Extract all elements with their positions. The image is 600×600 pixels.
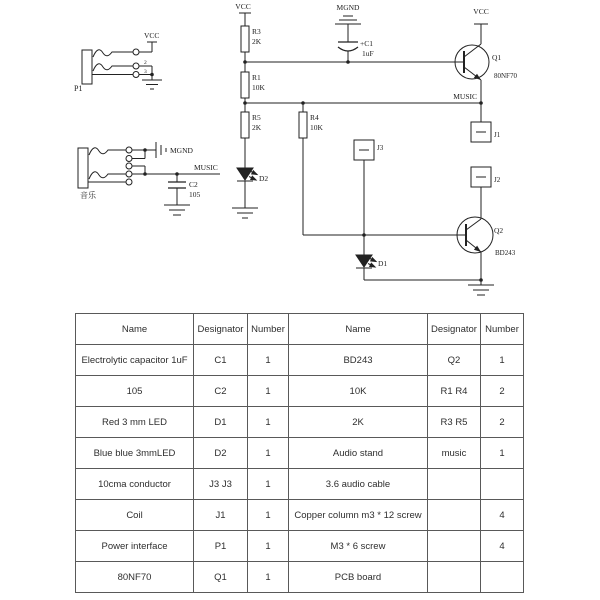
bom-cell	[481, 469, 524, 500]
bom-cell: music	[428, 438, 481, 469]
bom-cell	[481, 562, 524, 593]
bom-cell: 2	[481, 407, 524, 438]
bom-cell: Q1	[194, 562, 248, 593]
bom-header-number-right: Number	[481, 314, 524, 345]
p1-pin2-label: 2	[144, 60, 147, 66]
mgnd-label-jack: MGND	[170, 146, 193, 155]
bom-cell: Electrolytic capacitor 1uF	[76, 345, 194, 376]
r1-value-label: 10K	[252, 83, 265, 92]
vcc-label-main: VCC	[235, 2, 251, 11]
r3-value-label: 2K	[252, 37, 262, 46]
bom-header-number-left: Number	[248, 314, 289, 345]
bom-cell: 2	[481, 376, 524, 407]
table-row	[76, 407, 524, 438]
bom-cell: Blue blue 3mmLED	[76, 438, 194, 469]
capacitor-c1	[338, 42, 358, 51]
d1-ref-label: D1	[378, 259, 388, 268]
bom-cell: 10K	[289, 376, 428, 407]
bom-cell: P1	[194, 531, 248, 562]
j2-ref-label: J2	[494, 176, 501, 184]
c2-value-label: 105	[189, 190, 201, 199]
bom-cell: Q2	[428, 345, 481, 376]
bom-cell: 2K	[289, 407, 428, 438]
bom-table	[75, 313, 524, 593]
table-row	[76, 376, 524, 407]
music-net-label: MUSIC	[453, 92, 477, 101]
p1-ref-label: P1	[74, 84, 83, 93]
connector-j2	[471, 167, 491, 187]
bom-cell: Audio stand	[289, 438, 428, 469]
bom-cell: 1	[248, 438, 289, 469]
r5-ref-label: R5	[252, 113, 261, 122]
bom-cell: Red 3 mm LED	[76, 407, 194, 438]
bom-cell: J1	[194, 500, 248, 531]
mgnd-symbol-jack	[156, 142, 166, 158]
bom-header-name-left: Name	[76, 314, 194, 345]
bom-cell: Coil	[76, 500, 194, 531]
bom-cell: 1	[248, 407, 289, 438]
bom-cell: D2	[194, 438, 248, 469]
p1-pin3-label: 3	[144, 69, 147, 75]
r5-value-label: 2K	[252, 123, 262, 132]
bom-cell: 80NF70	[76, 562, 194, 593]
resistor-r1	[241, 72, 249, 98]
led-d1	[356, 255, 376, 268]
bom-header-designator-left: Designator	[194, 314, 248, 345]
table-row	[76, 531, 524, 562]
bom-cell: C2	[194, 376, 248, 407]
bom-cell: Power interface	[76, 531, 194, 562]
bom-cell: PCB board	[289, 562, 428, 593]
q1-part-label: 80NF70	[494, 72, 517, 80]
capacitor-c2	[168, 182, 186, 188]
table-row	[76, 500, 524, 531]
table-row	[76, 345, 524, 376]
j3-ref-label: J3	[377, 144, 384, 152]
vcc-label-q1: VCC	[473, 7, 489, 16]
connector-j3	[354, 140, 374, 160]
bom-cell	[428, 500, 481, 531]
ground-symbol-c2	[164, 205, 190, 215]
bom-cell	[428, 469, 481, 500]
bom-cell: R1 R4	[428, 376, 481, 407]
ground-symbol-q2	[468, 285, 494, 295]
led-d2	[237, 168, 257, 181]
resistor-r3	[241, 26, 249, 52]
r3-ref-label: R3	[252, 27, 261, 36]
c2-ref-label: C2	[189, 180, 198, 189]
bom-cell: R3 R5	[428, 407, 481, 438]
c1-ref-label: +C1	[360, 39, 373, 48]
bom-cell: BD243	[289, 345, 428, 376]
bom-header-name-right: Name	[289, 314, 428, 345]
bom-cell: 3.6 audio cable	[289, 469, 428, 500]
resistor-r5	[241, 112, 249, 138]
table-row	[76, 438, 524, 469]
bom-cell: 1	[248, 562, 289, 593]
bom-header-row	[76, 314, 524, 345]
bom-cell: 1	[248, 345, 289, 376]
bom-cell: C1	[194, 345, 248, 376]
bom-cell: 1	[248, 469, 289, 500]
bom-cell: 105	[76, 376, 194, 407]
table-row	[76, 562, 524, 593]
vcc-label-p1: VCC	[144, 31, 160, 40]
wires	[88, 13, 488, 285]
bom-cell: 1	[248, 376, 289, 407]
bom-cell: D1	[194, 407, 248, 438]
bom-cell: 4	[481, 531, 524, 562]
c1-value-label: 1uF	[362, 49, 374, 58]
ground-symbol-p1	[142, 80, 162, 89]
r4-ref-label: R4	[310, 113, 319, 122]
bom-header-designator-right: Designator	[428, 314, 481, 345]
q2-part-label: BD243	[495, 249, 516, 257]
audio-jack-label: 音乐	[80, 191, 96, 200]
bom-cell: M3 * 6 screw	[289, 531, 428, 562]
mgnd-label-c1: MGND	[336, 3, 360, 12]
table-row	[76, 469, 524, 500]
resistor-r4	[299, 112, 307, 138]
d2-ref-label: D2	[259, 174, 269, 183]
bom-cell: 10cma conductor	[76, 469, 194, 500]
r1-ref-label: R1	[252, 73, 261, 82]
mgnd-symbol-c1	[335, 16, 361, 24]
bom-cell: J3 J3	[194, 469, 248, 500]
bom-cell: Copper column m3 * 12 screw	[289, 500, 428, 531]
bom-cell: 1	[248, 531, 289, 562]
music-label-jack: MUSIC	[194, 163, 218, 172]
connector-j1	[471, 122, 491, 142]
q2-ref-label: Q2	[494, 226, 504, 235]
bom-cell: 4	[481, 500, 524, 531]
q1-ref-label: Q1	[492, 53, 502, 62]
bom-cell: 1	[248, 500, 289, 531]
bom-cell: 1	[481, 438, 524, 469]
bom-cell	[428, 531, 481, 562]
r4-value-label: 10K	[310, 123, 323, 132]
bom-cell	[428, 562, 481, 593]
ground-symbol-d2	[232, 208, 258, 218]
bom-cell: 1	[481, 345, 524, 376]
j1-ref-label: J1	[494, 131, 501, 139]
